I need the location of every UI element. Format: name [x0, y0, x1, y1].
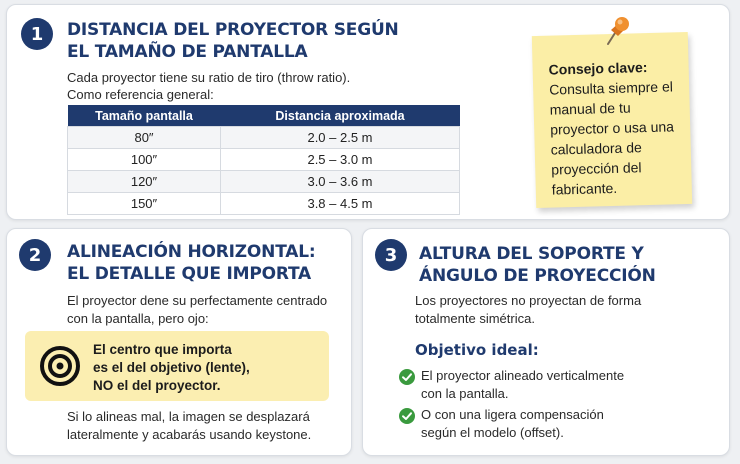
intro-text-line1: Cada proyector tiene su ratio de tiro (throw ratio). [67, 70, 351, 85]
step-number-badge: 3 [375, 239, 407, 271]
check-icon [399, 369, 415, 385]
table-row [68, 193, 460, 215]
table-cell: 3.8 – 4.5 m [221, 193, 460, 215]
target-icon [39, 345, 81, 387]
distance-table [67, 105, 460, 215]
step-number-badge: 2 [19, 239, 51, 271]
table-header: Tamaño pantalla [68, 105, 221, 127]
objective-item-line2: según el modelo (offset). [421, 425, 564, 440]
callout-line2: es el del objetivo (lente), [93, 360, 250, 375]
section-title-line1: ALTURA DEL SOPORTE Y [419, 244, 644, 264]
intro-text-line1: Los proyectores no proyectan de forma [415, 293, 642, 308]
ideal-objective-heading: Objetivo ideal: [415, 341, 539, 359]
note-body: Consulta siempre el manual de tu proyector o usa una calculadora de proyección del fabricante. [548, 78, 675, 198]
intro-text-line2: totalmente simétrica. [415, 311, 535, 326]
note-title: Consejo clave: [548, 59, 648, 78]
section-title-line2: EL DETALLE QUE IMPORTA [67, 264, 312, 284]
tip-sticky-note [532, 32, 692, 208]
table-row [68, 127, 460, 149]
objective-item-line2: con la pantalla. [421, 386, 509, 401]
table-row [68, 171, 460, 193]
important-callout [25, 331, 329, 401]
section-title-line1: DISTANCIA DEL PROYECTOR SEGÚN [67, 20, 399, 40]
footer-text-line2: lateralmente y acabarás usando keystone. [67, 427, 312, 442]
table-cell: 120″ [68, 171, 221, 193]
table-cell: 3.0 – 3.6 m [221, 171, 460, 193]
intro-text-line2: Como referencia general: [67, 87, 214, 102]
section-title-line1: ALINEACIÓN HORIZONTAL: [67, 242, 316, 262]
check-icon [399, 408, 415, 424]
intro-text-line2: con la pantalla, pero ojo: [67, 311, 209, 326]
mount-height-card [362, 228, 730, 456]
table-cell: 150″ [68, 193, 221, 215]
step-number-badge: 1 [21, 18, 53, 50]
table-header-row [68, 105, 460, 127]
pushpin-icon [598, 14, 632, 48]
section-title-line2: EL TAMAÑO DE PANTALLA [67, 42, 308, 62]
footer-text-line1: Si lo alineas mal, la imagen se desplazará [67, 409, 310, 424]
table-cell: 100″ [68, 149, 221, 171]
horizontal-alignment-card [6, 228, 352, 456]
objective-item-line1: O con una ligera compensación [421, 407, 604, 422]
section-title-line2: ÁNGULO DE PROYECCIÓN [419, 266, 656, 286]
intro-text-line1: El proyector dene su perfectamente centrado [67, 293, 328, 308]
callout-line3: NO el del proyector. [93, 378, 221, 393]
table-cell: 2.5 – 3.0 m [221, 149, 460, 171]
callout-line1: El centro que importa [93, 342, 232, 357]
table-row [68, 149, 460, 171]
table-header: Distancia aproximada [221, 105, 460, 127]
objective-item-line1: El proyector alineado verticalmente [421, 368, 625, 383]
table-cell: 2.0 – 2.5 m [221, 127, 460, 149]
table-cell: 80″ [68, 127, 221, 149]
